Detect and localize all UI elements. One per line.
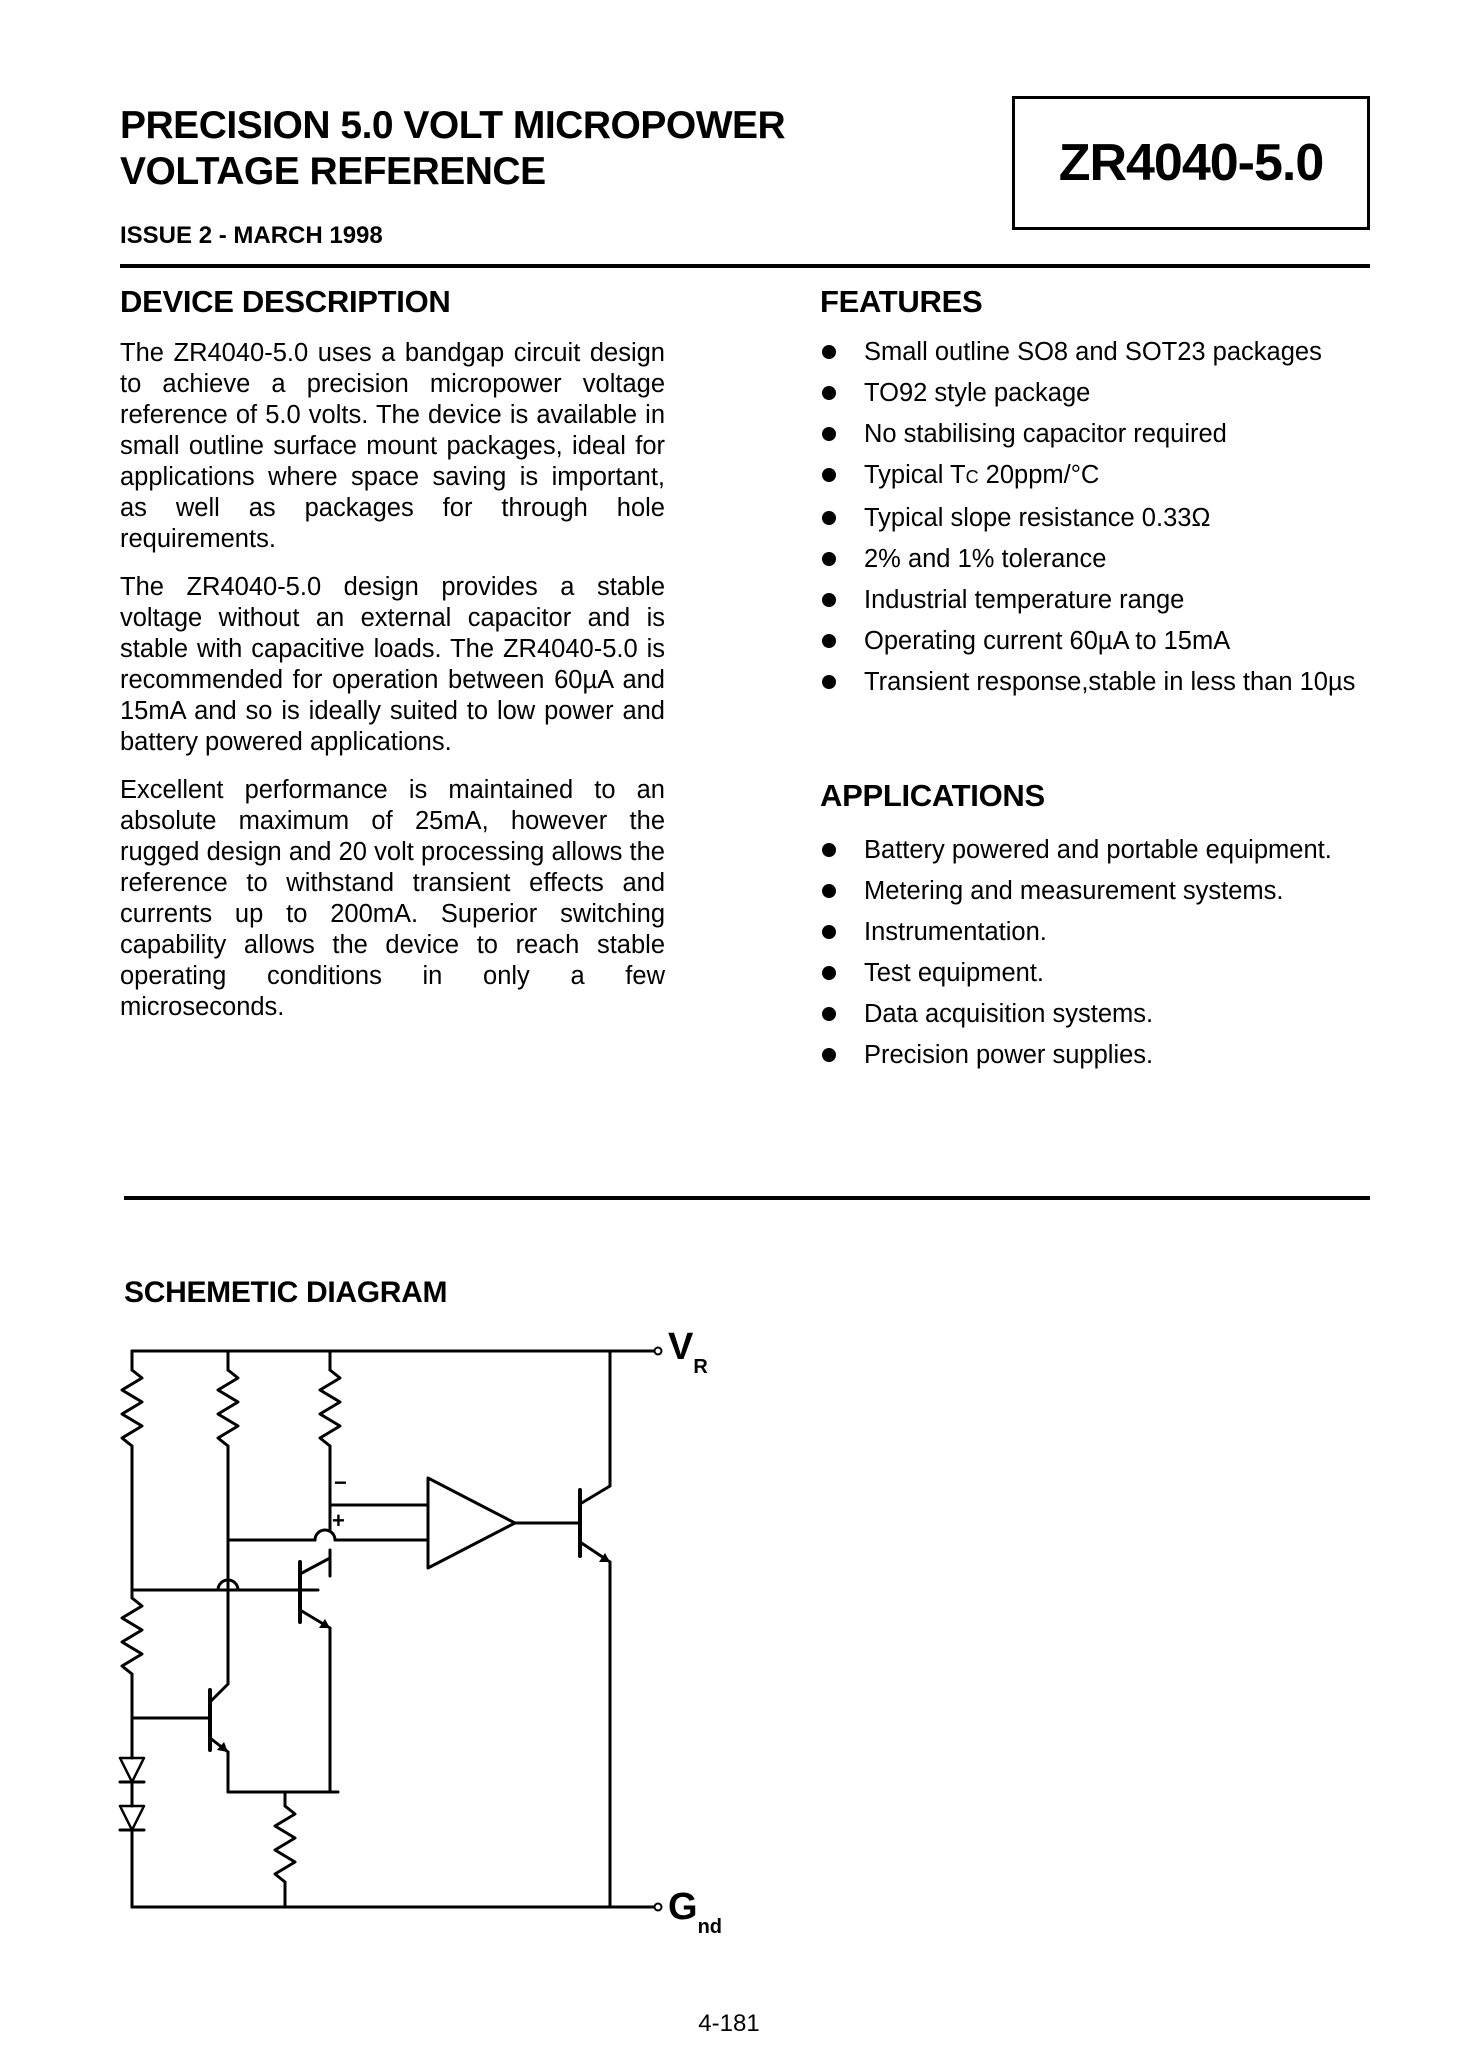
- bullet-icon: [822, 345, 836, 359]
- diode-d1: [120, 1758, 144, 1782]
- resistor-r1: [122, 1370, 142, 1446]
- bullet-icon: [822, 1048, 836, 1062]
- schematic-diagram: [110, 1330, 770, 1950]
- feature-item: TO92 style package: [820, 379, 1380, 407]
- description-heading: DEVICE DESCRIPTION: [120, 284, 451, 319]
- vr-label: VR: [668, 1326, 708, 1378]
- issue-date: ISSUE 2 - MARCH 1998: [120, 222, 383, 249]
- page-title: [120, 103, 785, 195]
- bullet-icon: [822, 552, 836, 566]
- bullet-icon: [822, 427, 836, 441]
- op-amp-minus-label: −: [334, 1470, 347, 1495]
- description-paragraph: The ZR4040-5.0 uses a bandgap circuit design to achieve a precision micropower voltage reference of 5.0 volts. The device is available in small outline surface mount packages, ideal for applications where space saving is important, as well as packages for through hole requirements.: [120, 339, 665, 553]
- applications-list: [820, 836, 1380, 1082]
- application-item: Metering and measurement systems.: [820, 877, 1380, 905]
- bullet-icon: [822, 1007, 836, 1021]
- bullet-icon: [822, 511, 836, 525]
- application-item: Instrumentation.: [820, 918, 1380, 946]
- feature-item: Typical slope resistance 0.33Ω: [820, 504, 1380, 532]
- bullet-icon: [822, 386, 836, 400]
- feature-item: Typical TC 20ppm/°C: [820, 461, 1380, 491]
- application-item: Battery powered and portable equipment.: [820, 836, 1380, 864]
- feature-item: Industrial temperature range: [820, 586, 1380, 614]
- application-item: Test equipment.: [820, 959, 1380, 987]
- applications-heading: APPLICATIONS: [820, 778, 1045, 813]
- feature-item: No stabilising capacitor required: [820, 420, 1380, 448]
- resistor-r5: [275, 1806, 295, 1882]
- description-paragraph: The ZR4040-5.0 design provides a stable voltage without an external capacitor and is stable with capacitive loads. The ZR4040-5.0 is recommended for operation between 60µA and 15mA and so is ideally suited to low power and battery powered applications.: [120, 573, 665, 756]
- features-list: [820, 338, 1380, 709]
- bullet-icon: [822, 593, 836, 607]
- device-description: [120, 338, 665, 1040]
- header-rule: [120, 264, 1370, 268]
- section-rule: [124, 1196, 1370, 1200]
- bullet-icon: [822, 966, 836, 980]
- feature-item: Transient response,stable in less than 10µs: [820, 668, 1380, 696]
- resistor-r3: [320, 1370, 340, 1446]
- bullet-icon: [822, 675, 836, 689]
- page-number: 4-181: [698, 2010, 760, 2037]
- gnd-terminal: [655, 1904, 662, 1911]
- part-number-box: [1012, 96, 1370, 230]
- bullet-icon: [822, 843, 836, 857]
- feature-item: 2% and 1% tolerance: [820, 545, 1380, 573]
- bullet-icon: [822, 634, 836, 648]
- resistor-r2: [218, 1370, 238, 1446]
- title-line-2: VOLTAGE REFERENCE: [120, 150, 546, 193]
- diode-d2: [120, 1806, 144, 1830]
- schematic-heading: SCHEMETIC DIAGRAM: [124, 1276, 448, 1309]
- description-paragraph: Excellent performance is maintained to an absolute maximum of 25mA, however the rugged design and 20 volt processing allows the reference to withstand transient effects and currents up to 200mA. Superior switching capability allows the device to reach stable operating conditions in only a few microseconds.: [120, 776, 665, 1021]
- vr-terminal: [655, 1348, 662, 1355]
- bullet-icon: [822, 925, 836, 939]
- op-amp-triangle: [428, 1478, 515, 1568]
- gnd-label: Gnd: [668, 1886, 722, 1938]
- feature-item: Small outline SO8 and SOT23 packages: [820, 338, 1380, 366]
- features-heading: FEATURES: [820, 284, 983, 319]
- bullet-icon: [822, 884, 836, 898]
- op-amp-plus-label: +: [332, 1508, 345, 1533]
- title-line-1: PRECISION 5.0 VOLT MICROPOWER: [120, 104, 786, 147]
- resistor-r4: [122, 1598, 142, 1674]
- feature-item: Operating current 60µA to 15mA: [820, 627, 1380, 655]
- part-number: ZR4040-5.0: [1058, 134, 1324, 192]
- application-item: Precision power supplies.: [820, 1041, 1380, 1069]
- application-item: Data acquisition systems.: [820, 1000, 1380, 1028]
- bullet-icon: [822, 468, 836, 482]
